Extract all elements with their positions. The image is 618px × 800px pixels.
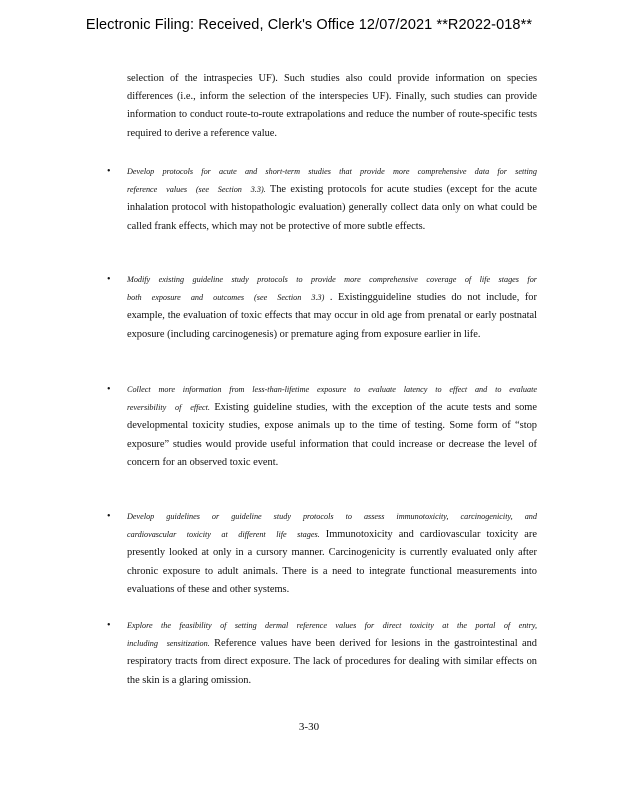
bullet-body-3: Existing guideline studies, with the exception of the acute tests and some developmental toxicity studies, expose animals up to the time of testing. Some form of “stop exposure” studies would provide useful information that could increase or decrease the level of concern for an observed toxic event.	[127, 402, 537, 468]
bullet-marker-4: •	[107, 511, 111, 522]
bullet-paragraph-2	[127, 271, 537, 344]
bullet-body-5: Reference values have been derived for lesions in the gastrointestinal and respiratory tracts from direct exposure. The lack of procedures for dealing with similar effects on the skin is a glaring omission.	[127, 638, 537, 686]
bullet-heading-5: Explore the feasibility of setting dermal reference values for direct toxicity at the portal of entry, including sensitization.	[127, 621, 537, 649]
bullet-paragraph-5	[127, 617, 537, 690]
bullet-heading-1: Develop protocols for acute and short-term studies that provide more comprehensive data for setting reference values (see Section 3.3).	[127, 167, 537, 195]
bullet-marker-3: •	[107, 384, 111, 395]
bullet-body-1: The existing protocols for acute studies (except for the acute inhalation protocol with histopathologic evaluation) generally collect data only on what could be called frank effects, which may not be protective of more subtle effects.	[127, 184, 537, 232]
filing-header: Electronic Filing: Received, Clerk's Office 12/07/2021 **R2022-018**	[85, 17, 533, 33]
bullet-marker-5: •	[107, 620, 111, 631]
bullet-marker-1: •	[107, 166, 111, 177]
bullet-body-2: . Existingguideline studies do not include, for example, the evaluation of toxic effects that may occur in old age from prenatal or early postnatal exposure (including carcinogenesis) or premature aging from exposure earlier in life.	[127, 292, 537, 340]
intro-paragraph: selection of the intraspecies UF). Such studies also could provide information on species differences (i.e., inform the selection of the interspecies UF). Finally, such studies can provide information to conduct route-to-route extrapolations and reduce the number of route-specific tests required to derive a reference value.	[127, 73, 537, 139]
bullet-heading-4: Develop guidelines or guideline study protocols to assess immunotoxicity, carcinogenicity, and cardiovascular toxicity at different life stages.	[127, 512, 537, 540]
page-number: 3-30	[298, 721, 320, 733]
bullet-paragraph-4	[127, 508, 537, 599]
bullet-heading-3: Collect more information from less-than-lifetime exposure to evaluate latency to effect and to evaluate reversibility of effect.	[127, 385, 537, 413]
bullet-marker-2: •	[107, 274, 111, 285]
bullet-body-4: Immunotoxicity and cardiovascular toxicity are presently looked at only in a cursory manner. Carcinogenicity is currently evaluated only after chronic exposure to adult animals. There is a need to integrate functional measurements into evaluations of these and other systems.	[127, 529, 537, 595]
bullet-paragraph-1	[127, 163, 537, 236]
bullet-heading-2: Modify existing guideline study protocols to provide more comprehensive coverage of life stages for both exposure and outcomes (see Section 3.3)	[127, 275, 537, 303]
bullet-paragraph-3	[127, 381, 537, 472]
